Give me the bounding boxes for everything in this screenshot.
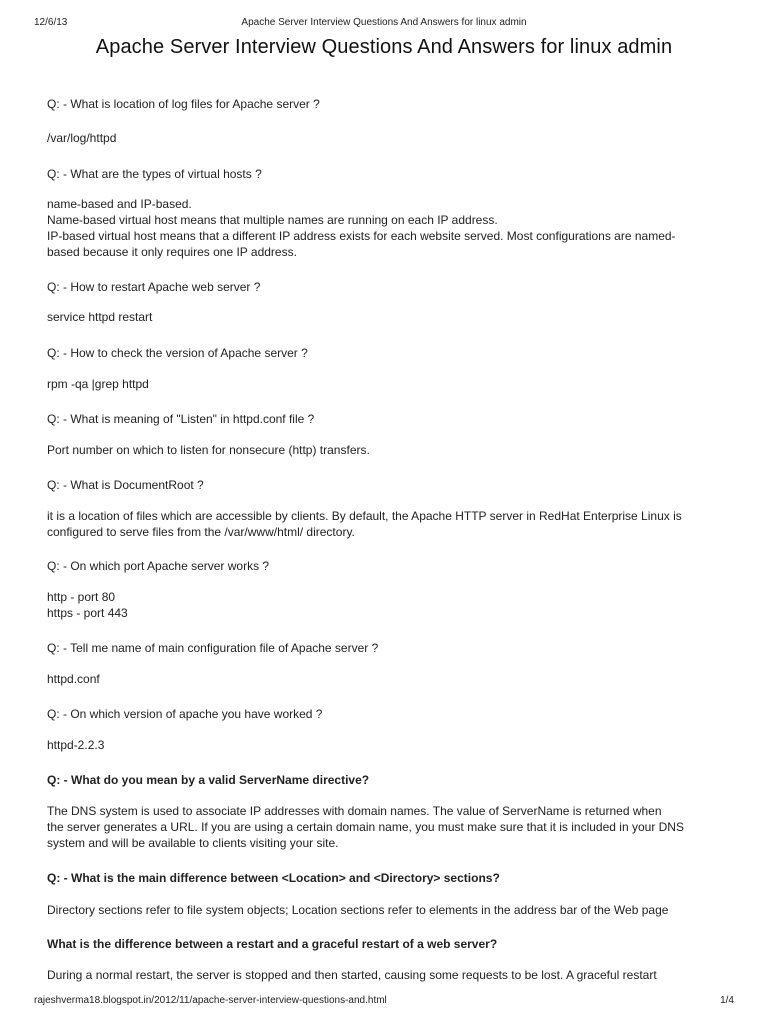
answer xyxy=(47,671,727,687)
question: Q: - What is location of log files for Apache server ? xyxy=(47,97,320,111)
answer xyxy=(47,967,727,983)
print-date: 12/6/13 xyxy=(34,17,68,28)
answer-line: system and will be available to clients visiting your site. xyxy=(47,836,339,850)
answer xyxy=(47,442,727,458)
answer-line: based because it only requires one IP address. xyxy=(47,245,297,259)
question: Q: - Tell me name of main configuration file of Apache server ? xyxy=(47,641,379,655)
qa-item xyxy=(47,279,727,295)
question: Q: - What are the types of virtual hosts ? xyxy=(47,167,262,181)
answer-line: The DNS system is used to associate IP addresses with domain names. The value of ServerName is returned when xyxy=(47,804,662,818)
answer-line: During a normal restart, the server is stopped and then started, causing some requests to be lost. A graceful restart xyxy=(47,968,657,982)
answer-line: configured to serve files from the /var/www/html/ directory. xyxy=(47,525,355,539)
answer xyxy=(47,376,727,392)
qa-item xyxy=(47,477,727,493)
qa-item xyxy=(47,640,727,656)
print-url: rajeshverma18.blogspot.in/2012/11/apache-server-interview-questions-and.html xyxy=(34,995,387,1006)
qa-item xyxy=(47,345,727,361)
answer-line: httpd-2.2.3 xyxy=(47,738,105,752)
question: Q: - On which version of apache you have worked ? xyxy=(47,707,323,721)
qa-item xyxy=(47,411,727,427)
answer xyxy=(47,309,727,325)
question: Q: - How to check the version of Apache server ? xyxy=(47,346,308,360)
answer-line: it is a location of files which are accessible by clients. By default, the Apache HTTP server in RedHat Enterprise Linux is xyxy=(47,509,682,523)
answer xyxy=(47,803,727,851)
question: Q: - What is DocumentRoot ? xyxy=(47,478,204,492)
answer xyxy=(47,196,727,260)
question: Q: - How to restart Apache web server ? xyxy=(47,280,261,294)
question: Q: - What is the main difference between <Location> and <Directory> sections? xyxy=(47,871,500,885)
answer-line: https - port 443 xyxy=(47,606,128,620)
print-header xyxy=(0,17,768,31)
answer-line: the server generates a URL. If you are using a certain domain name, you must make sure that it is included in your DNS xyxy=(47,820,684,834)
qa-item xyxy=(47,870,727,886)
answer xyxy=(47,508,727,540)
answer-line: name-based and IP-based. xyxy=(47,197,192,211)
qa-item xyxy=(47,96,727,112)
answer xyxy=(47,589,727,621)
answer xyxy=(47,737,727,753)
answer-line: /var/log/httpd xyxy=(47,131,117,145)
answer-line: Directory sections refer to file system objects; Location sections refer to elements in the address bar of the Web page xyxy=(47,903,669,917)
answer xyxy=(47,130,727,146)
answer-line: IP-based virtual host means that a different IP address exists for each website served. Most configurations are named- xyxy=(47,229,676,243)
question: Q: - What is meaning of "Listen" in httpd.conf file ? xyxy=(47,412,315,426)
answer xyxy=(47,902,727,918)
page-number: 1/4 xyxy=(720,995,734,1006)
answer-line: http - port 80 xyxy=(47,590,116,604)
qa-item xyxy=(47,936,727,952)
page-title: Apache Server Interview Questions And Answers for linux admin xyxy=(95,36,673,58)
print-header-title: Apache Server Interview Questions And Answers for linux admin xyxy=(241,17,527,28)
qa-item xyxy=(47,772,727,788)
question: Q: - On which port Apache server works ? xyxy=(47,559,270,573)
answer-line: service httpd restart xyxy=(47,310,153,324)
answer-line: httpd.conf xyxy=(47,672,100,686)
answer-line: Port number on which to listen for nonsecure (http) transfers. xyxy=(47,443,370,457)
answer-line: rpm -qa |grep httpd xyxy=(47,377,149,391)
qa-item xyxy=(47,706,727,722)
question: Q: - What do you mean by a valid ServerName directive? xyxy=(47,773,370,787)
answer-line: Name-based virtual host means that multiple names are running on each IP address. xyxy=(47,213,498,227)
question: What is the difference between a restart and a graceful restart of a web server? xyxy=(47,937,498,951)
qa-item xyxy=(47,558,727,574)
qa-item xyxy=(47,166,727,182)
